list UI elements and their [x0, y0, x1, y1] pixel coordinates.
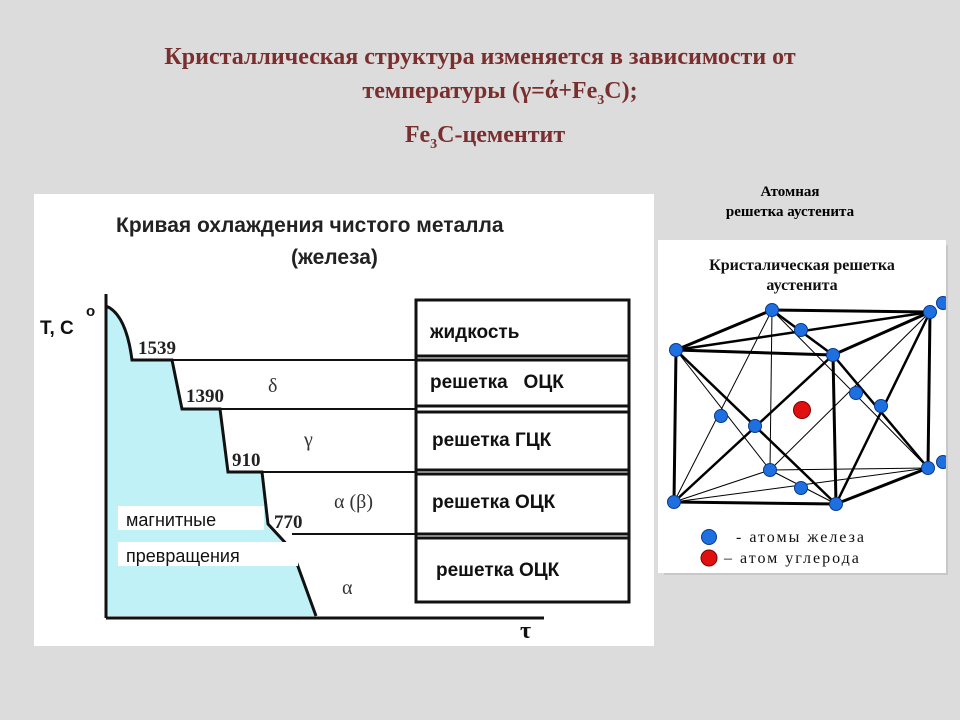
temp-label-1539: 1539 — [138, 338, 176, 359]
iron-atom — [937, 456, 947, 469]
cooling-curve-panel — [34, 194, 654, 646]
cooling-curve-title-2: (железа) — [291, 246, 378, 269]
y-axis-degree: o — [86, 303, 96, 320]
iron-atom — [670, 344, 683, 357]
iron-atom — [827, 349, 840, 362]
phase-symbol-alpha: α — [342, 577, 353, 599]
phase-symbol-delta: δ — [268, 375, 278, 397]
lattice-title-1: Кристалическая решетка — [709, 257, 895, 274]
iron-atom — [668, 496, 681, 509]
legend-iron-icon — [702, 530, 717, 545]
magnetic-label-1: магнитные — [126, 510, 217, 530]
phase-box-bcc-3-label: решетка ОЦК — [436, 560, 560, 581]
y-axis-label: T, C — [40, 318, 74, 339]
legend-iron-label: - атомы железа — [736, 529, 867, 546]
iron-atom — [795, 324, 808, 337]
carbon-atom — [794, 402, 811, 419]
magnetic-label-2: превращения — [126, 546, 240, 566]
iron-atom — [795, 482, 808, 495]
lattice-panel — [658, 240, 946, 573]
lattice-caption — [680, 182, 900, 222]
phase-box-bcc-2-label: решетка ОЦК — [432, 492, 556, 513]
phase-box-fcc-label: решетка ГЦК — [432, 430, 552, 451]
iron-atom — [715, 410, 728, 423]
iron-atom — [850, 387, 863, 400]
slide-title — [0, 40, 960, 162]
temp-label-770: 770 — [274, 512, 303, 533]
lattice-title-2: аустенита — [766, 277, 838, 294]
legend-carbon-label: – атом углерода — [724, 550, 861, 567]
iron-atom — [830, 498, 843, 511]
title-line-2: температуры $(\gamma=ά+Fe_3C)$; — [362, 78, 638, 108]
phase-symbol-alpha-beta: α (β) — [334, 491, 373, 513]
x-axis-label: τ — [520, 618, 532, 644]
title-line-3: $Fe_3C$-цементит — [404, 121, 566, 152]
iron-atom — [937, 297, 947, 310]
lattice-caption-line-1: Атомная — [760, 184, 820, 200]
temp-label-1390: 1390 — [186, 386, 224, 407]
phase-symbol-gamma: γ — [304, 429, 313, 451]
iron-atom — [922, 462, 935, 475]
phase-box-bcc-1-label: решетка ОЦК — [430, 372, 564, 393]
iron-atom — [749, 420, 762, 433]
legend-carbon-icon — [701, 550, 717, 566]
title-line-1: Кристаллическая структура изменяется в зависимости от — [164, 44, 796, 70]
iron-atom — [764, 464, 777, 477]
iron-atom — [875, 400, 888, 413]
iron-atom — [924, 306, 937, 319]
temp-label-910: 910 — [232, 450, 261, 471]
iron-atom — [766, 304, 779, 317]
phase-box-liquid-label: жидкость — [430, 322, 520, 343]
cooling-curve-title-1: Кривая охлаждения чистого металла — [116, 214, 504, 237]
lattice-caption-line-2: решетка аустенита — [725, 204, 855, 220]
